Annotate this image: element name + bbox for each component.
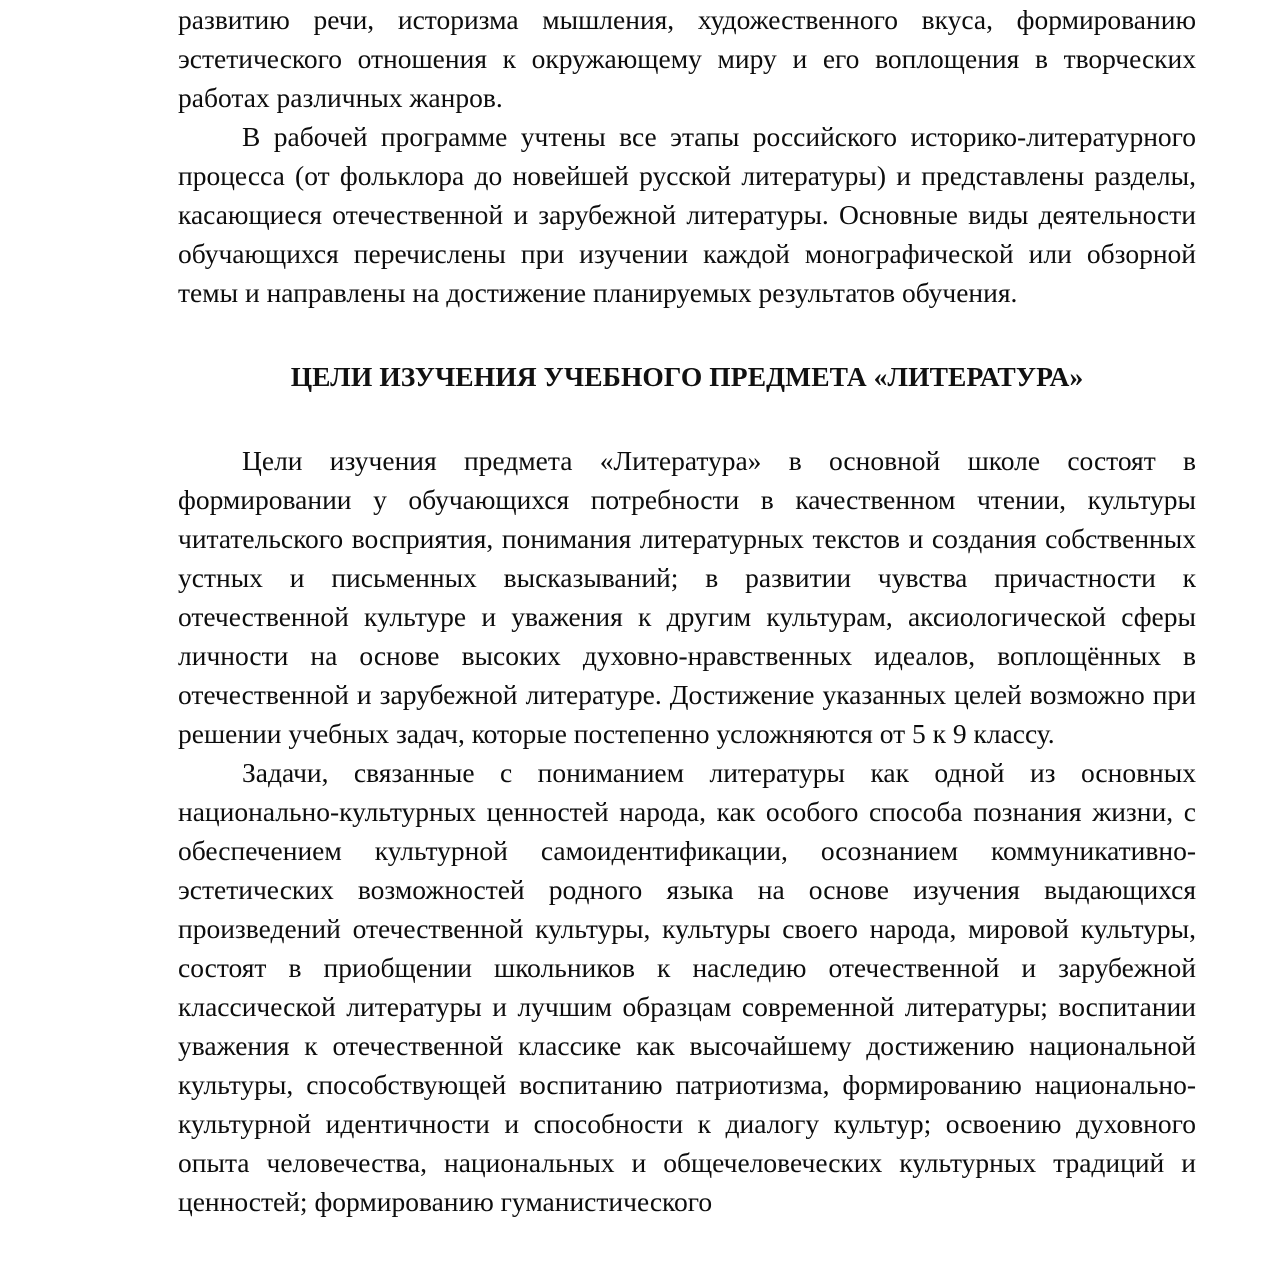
spacer-below-heading: [178, 396, 1196, 441]
section-heading-goals: ЦЕЛИ ИЗУЧЕНИЯ УЧЕБНОГО ПРЕДМЕТА «ЛИТЕРАТУРА»: [290, 361, 1084, 392]
paragraph-learning-tasks: Задачи, связанные с пониманием литературы как одной из основных национально-культурных ценностей народа, как особого способа познания жизни, с обеспечением культурной самоидентификации, осознанием коммуникативно-эстетических возможностей родного языка на основе изучения выдающихся произведений отечественной культуры, культуры своего народа, мировой культуры, состоят в приобщении школьников к наследию отечественной и зарубежной классической литературы и лучшим образцам современной литературы; воспитании уважения к отечественной классике как высочайшему достижению национальной культуры, способствующей воспитанию патриотизма, формированию национально-культурной идентичности и способности к диалогу культур; освоению духовного опыта человечества, национальных и общечеловеческих культурных традиций и ценностей; формированию гуманистического: [178, 757, 1196, 1217]
paragraph-working-program: В рабочей программе учтены все этапы российского историко-литературного процесса (от фольклора до новейшей русской литературы) и представлены разделы, касающиеся отечественной и зарубежной литературы. Основные виды деятельности обучающихся перечислены при изучении каждой монографической или обзорной темы и направлены на достижение планируемых результатов обучения.: [178, 121, 1196, 308]
paragraph-subject-goals: Цели изучения предмета «Литература» в основной школе состоят в формировании у обучающихся потребности в качественном чтении, культуры читательского восприятия, понимания литературных текстов и создания собственных устных и письменных высказываний; в развитии чувства причастности к отечественной культуре и уважения к другим культурам, аксиологической сферы личности на основе высоких духовно-нравственных идеалов, воплощённых в отечественной и зарубежной литературе. Достижение указанных целей возможно при решении учебных задач, которые постепенно усложняются от 5 к 9 классу.: [178, 445, 1196, 749]
paragraph-continued-from-previous-page: развитию речи, историзма мышления, художественного вкуса, формированию эстетического отношения к окружающему миру и его воплощения в творческих работах различных жанров.: [178, 4, 1196, 113]
text-column: [178, 0, 1196, 1221]
spacer-above-heading: [178, 312, 1196, 357]
